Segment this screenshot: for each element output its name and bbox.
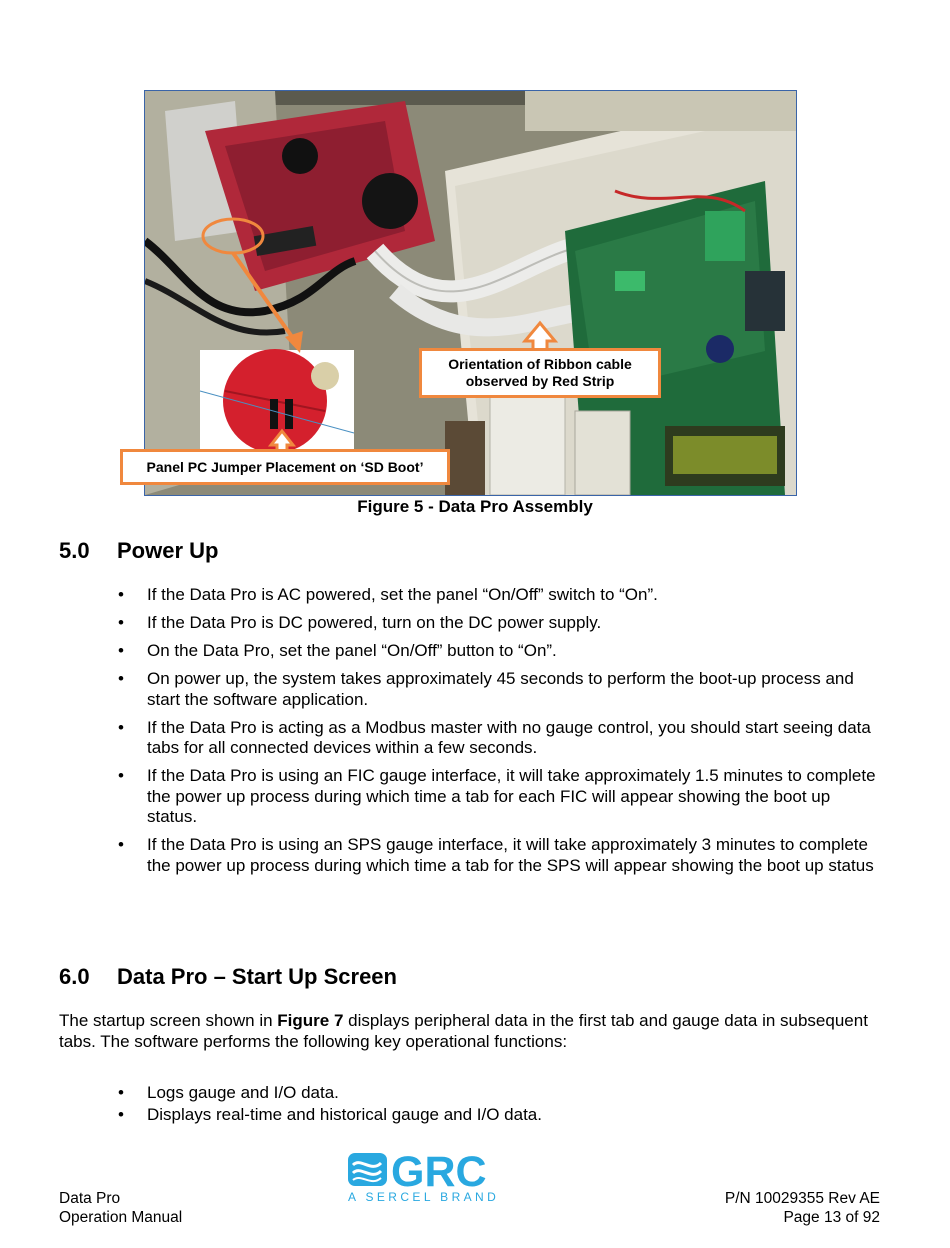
- section-title: Data Pro – Start Up Screen: [117, 964, 397, 989]
- section-number: 6.0: [59, 964, 90, 989]
- list-item: • If the Data Pro is acting as a Modbus master with no gauge control, you should start seeing data tabs for all connected devices within a few seconds.: [118, 718, 883, 759]
- logo-tagline: A SERCEL BRAND: [348, 1190, 500, 1204]
- list-item: • If the Data Pro is AC powered, set the panel “On/Off” switch to “On”.: [118, 585, 883, 606]
- list-item: • On the Data Pro, set the panel “On/Off” button to “On”.: [118, 641, 883, 662]
- assembly-photo-illustration: [145, 91, 796, 495]
- functions-list: [118, 1083, 883, 1125]
- section-title: Power Up: [117, 538, 219, 563]
- section-heading-start-up-screen: [59, 964, 397, 990]
- list-item: • If the Data Pro is using an SPS gauge interface, it will take approximately 3 minutes to complete the power up process during which time a tab for the SPS will appear showing the boot up status: [118, 835, 883, 876]
- footer-product: Data Pro: [59, 1190, 121, 1207]
- ribbon-cable-callout: [419, 348, 661, 398]
- jumper-placement-callout: [120, 449, 450, 485]
- assembly-photo: [144, 90, 797, 496]
- section-heading-power-up: [59, 538, 218, 564]
- figure-reference: Figure 7: [277, 1011, 344, 1030]
- list-item: • If the Data Pro is using an FIC gauge interface, it will take approximately 1.5 minutes to complete the power up process during which time a tab for each FIC will appear showing the boot up status.: [118, 766, 883, 828]
- list-item: • On power up, the system takes approximately 45 seconds to perform the boot-up process and start the software application.: [118, 669, 883, 710]
- ribbon-callout-line2: observed by Red Strip: [465, 373, 615, 389]
- footer-page-number: Page 13 of 92: [783, 1209, 880, 1226]
- list-item: • Displays real-time and historical gauge and I/O data.: [118, 1105, 883, 1126]
- ribbon-callout-line1: Orientation of Ribbon cable: [448, 356, 632, 372]
- section-number: 5.0: [59, 538, 90, 563]
- para-text-after: displays peripheral data in the first tab and gauge data in subsequent tabs. The software performs the following key operational functions:: [59, 1011, 868, 1051]
- para-text-before: The startup screen shown in: [59, 1011, 278, 1030]
- list-item: • Logs gauge and I/O data.: [118, 1083, 883, 1104]
- start-up-paragraph: [59, 1010, 879, 1052]
- power-up-list: [118, 585, 883, 876]
- list-item: • If the Data Pro is DC powered, turn on the DC power supply.: [118, 613, 883, 634]
- footer-left: [59, 1189, 182, 1227]
- figure-caption: Figure 5 - Data Pro Assembly: [357, 497, 593, 516]
- footer-doc-type: Operation Manual: [59, 1209, 183, 1226]
- logo-wordmark: GRC: [391, 1151, 487, 1196]
- footer-right: [725, 1189, 880, 1227]
- footer-part-number: P/N 10029355 Rev AE: [724, 1190, 880, 1207]
- jumper-callout-text: Panel PC Jumper Placement on ‘SD Boot’: [146, 458, 424, 475]
